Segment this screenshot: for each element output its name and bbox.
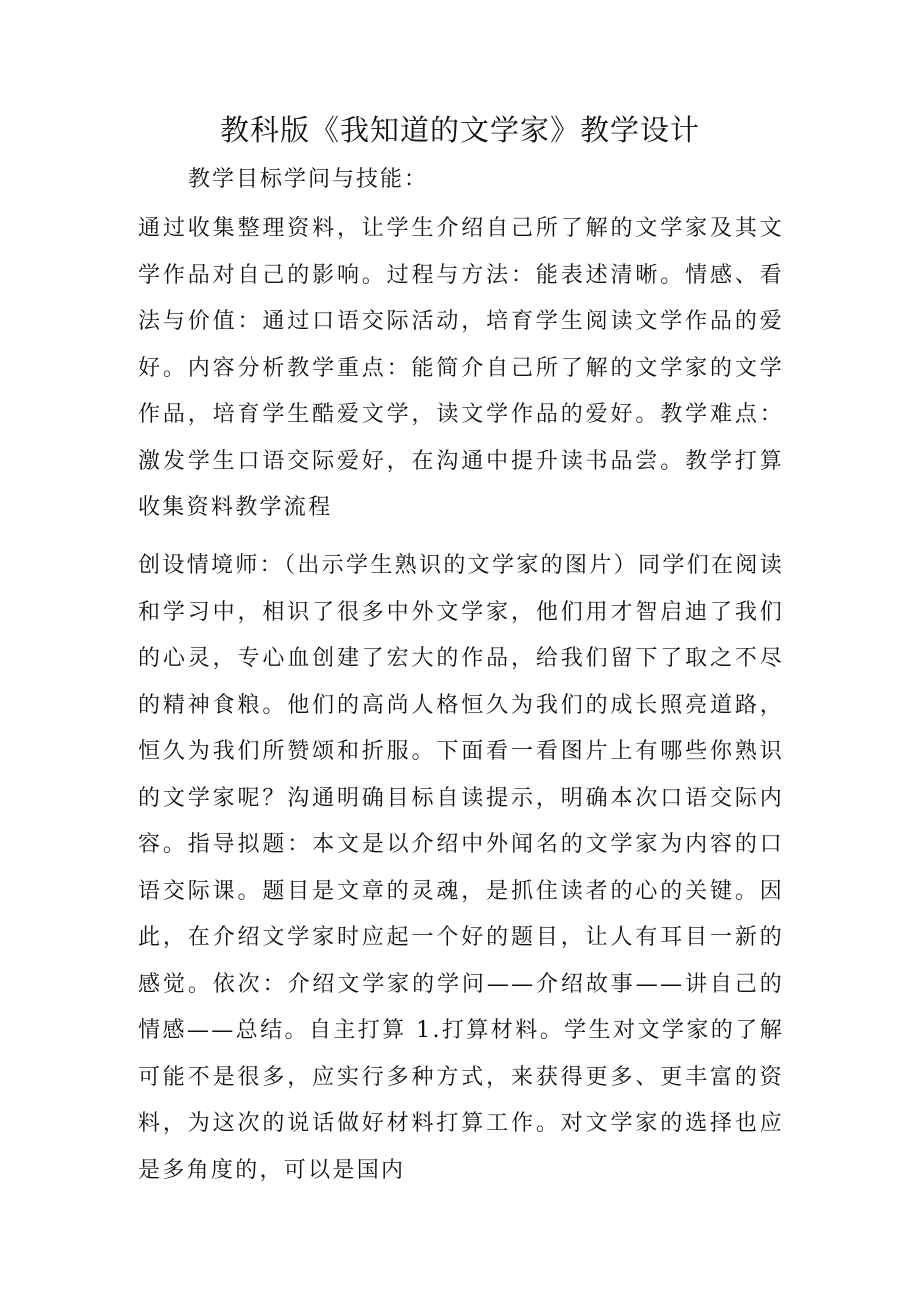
section-heading: 教学目标学问与技能： — [188, 167, 429, 192]
paragraph-process: 创设情境师：（出示学生熟识的文学家的图片）同学们在阅读和学习中，相识了很多中外文学家，他们用才智启迪了我们的心灵，专心血创建了宏大的作品，给我们留下了取之不尽的精神食粮。他们的高尚人格恒久为我们的成长照亮道路，恒久为我们所赞颂和折服。下面看一看图片上有哪些你熟识的文学家呢？沟通明确目标自读提示，明确本次口语交际内容。指导拟题：本文是以介绍中外闻名的文学家为内容的口语交际课。题目是文章的灵魂，是抓住读者的心的关键。因此，在介绍文学家时应起一个好的题目，让人有耳目一新的感觉。依次：介绍文学家的学问——介绍故事——讲自己的情感——总结。自主打算 1.打算材料。学生对文学家的了解可能不是很多，应实行多种方式，来获得更多、更丰富的资料，为这次的说话做好材料打算工作。对文学家的选择也应是多角度的，可以是国内 — [138, 553, 784, 1183]
paragraph-objectives: 通过收集整理资料，让学生介绍自己所了解的文学家及其文学作品对自己的影响。过程与方法：能表述清晰。情感、看法与价值：通过口语交际活动，培育学生阅读文学作品的爱好。内容分析教学重点：能简介自己所了解的文学家的文学作品，培育学生酷爱文学，读文学作品的爱好。教学难点：激发学生口语交际爱好，在沟通中提升读书品尝。教学打算收集资料教学流程 — [138, 216, 784, 520]
document-title: 教科版《我知道的文学家》教学设计 — [219, 113, 700, 147]
